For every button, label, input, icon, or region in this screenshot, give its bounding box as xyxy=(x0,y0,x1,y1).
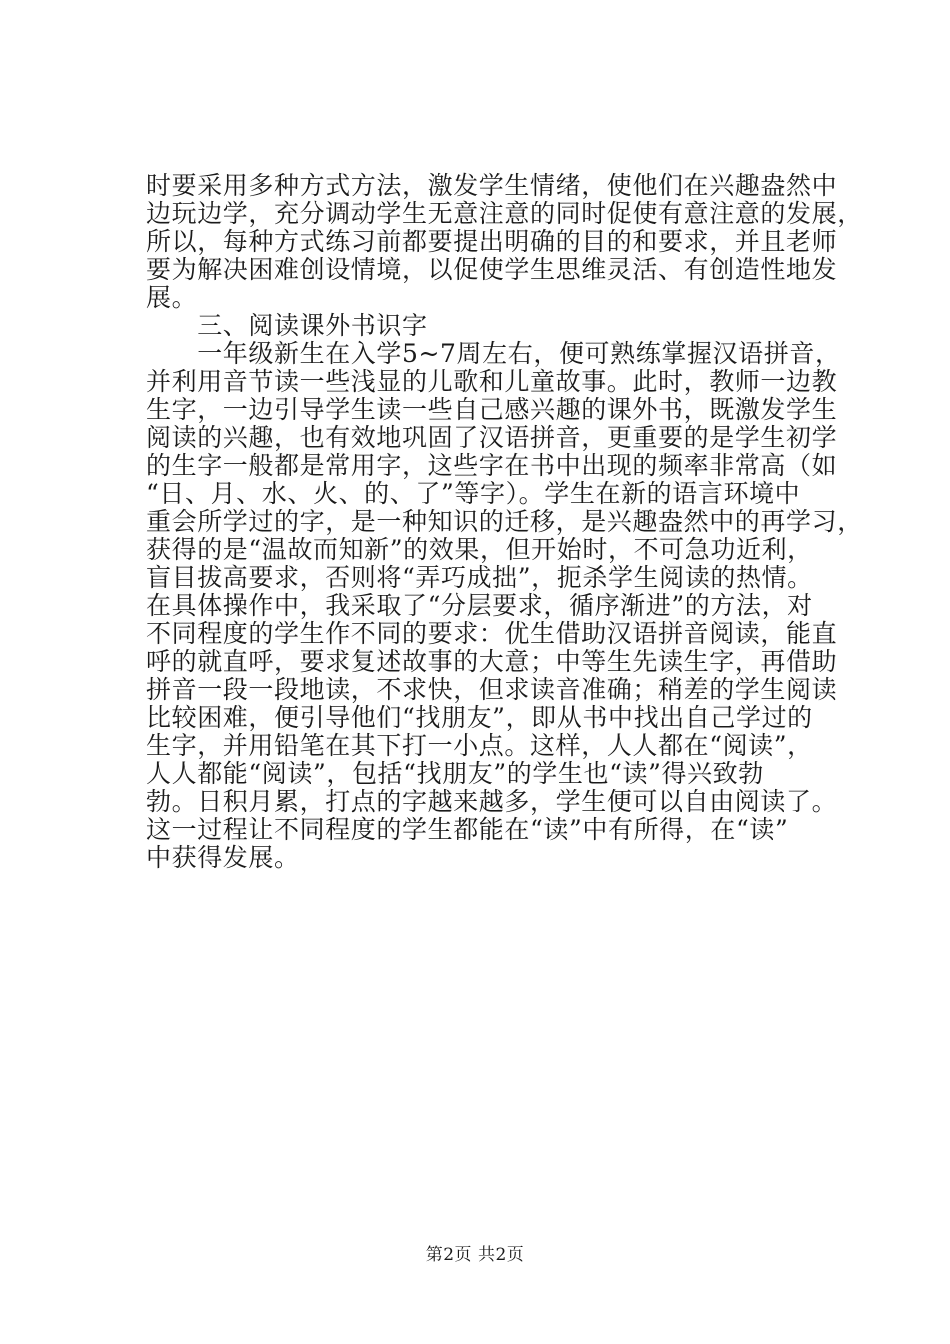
document-body xyxy=(146,171,863,872)
text-line: 时要采用多种方式方法，激发学生情绪，使他们在兴趣盎然中 xyxy=(146,171,838,200)
page-number-label: 第2页 共2页 xyxy=(425,1245,525,1265)
text-line: 在具体操作中，我采取了“分层要求，循序渐进”的方法，对 xyxy=(146,591,813,620)
text-line: 不同程度的学生作不同的要求：优生借助汉语拼音阅读，能直 xyxy=(146,619,838,648)
text-line: 重会所学过的字，是一种知识的迁移，是兴趣盎然中的再学习， xyxy=(146,507,863,536)
text-line: 的生字一般都是常用字，这些字在书中出现的频率非常高（如 xyxy=(146,451,838,480)
text-line: “日、月、水、火、的、了”等字）。学生在新的语言环境中 xyxy=(146,479,801,508)
text-line: 比较困难，便引导他们“找朋友”，即从书中找出自己学过的 xyxy=(146,703,813,732)
text-line: 并利用音节读一些浅显的儿歌和儿童故事。此时，教师一边教 xyxy=(146,367,838,396)
text-line: 这一过程让不同程度的学生都能在“读”中有所得，在“读” xyxy=(146,815,789,844)
page-footer xyxy=(0,1244,950,1266)
text-line: 呼的就直呼，要求复述故事的大意；中等生先读生字，再借助 xyxy=(146,647,838,676)
text-line: 生字，并用铅笔在其下打一小点。这样，人人都在“阅读”， xyxy=(146,731,813,760)
text-line: 阅读的兴趣，也有效地巩固了汉语拼音，更重要的是学生初学 xyxy=(146,423,838,452)
text-line: 要为解决困难创设情境，以促使学生思维灵活、有创造性地发 xyxy=(146,255,838,284)
text-line: 拼音一段一段地读，不求快，但求读音准确；稍差的学生阅读 xyxy=(146,675,838,704)
text-line: 人人都能“阅读”，包括“找朋友”的学生也“读”得兴致勃 xyxy=(146,759,764,788)
text-line: 勃。日积月累，打点的字越来越多，学生便可以自由阅读了。 xyxy=(146,787,838,816)
section-heading: 三、阅读课外书识字 xyxy=(146,311,428,340)
text-line: 所以，每种方式练习前都要提出明确的目的和要求，并且老师 xyxy=(146,227,838,256)
text-line: 一年级新生在入学5~7周左右，便可熟练掌握汉语拼音， xyxy=(146,339,841,368)
text-line: 生字，一边引导学生读一些自己感兴趣的课外书，既激发学生 xyxy=(146,395,838,424)
text-line: 边玩边学，充分调动学生无意注意的同时促使有意注意的发展， xyxy=(146,199,863,228)
text-line: 展。 xyxy=(146,283,198,312)
text-line: 中获得发展。 xyxy=(146,843,300,872)
text-line: 盲目拔高要求，否则将“弄巧成拙”，扼杀学生阅读的热情。 xyxy=(146,563,813,592)
text-line: 获得的是“温故而知新”的效果，但开始时，不可急功近利， xyxy=(146,535,813,564)
